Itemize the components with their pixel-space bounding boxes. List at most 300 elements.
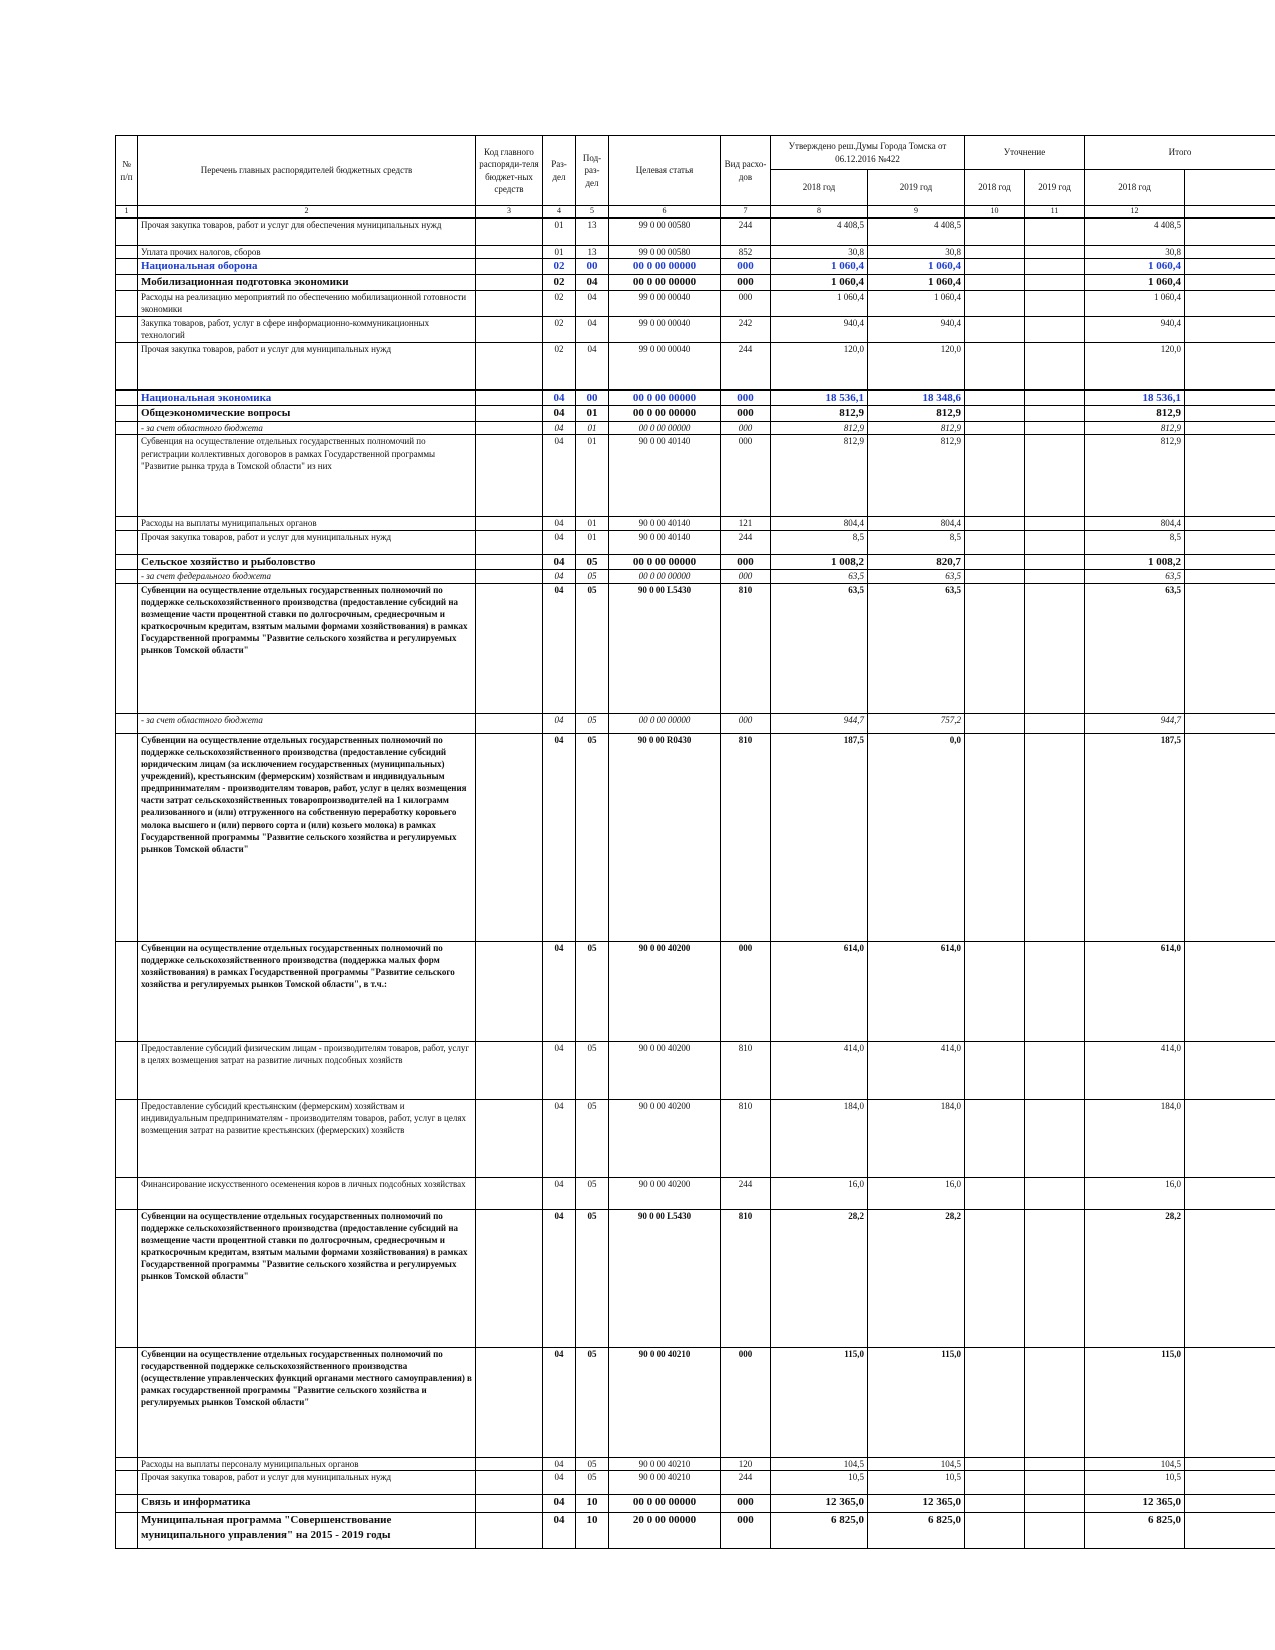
cell-total-2018: 1 060,4 [1085, 275, 1185, 291]
cell-clar-2019 [1025, 713, 1085, 733]
cell-clar-2019 [1025, 1177, 1085, 1209]
cell-total-2019 [1185, 713, 1275, 733]
cell-clar-2019 [1025, 218, 1085, 246]
cell-target: 90 0 00 40200 [609, 1177, 721, 1209]
cell-total-2019 [1185, 1209, 1275, 1347]
cell-clar-2018 [965, 291, 1025, 317]
header-podrazdel: Под-раз-дел [576, 136, 609, 206]
cell-code [476, 713, 543, 733]
cell-razdel: 02 [543, 259, 576, 275]
cell-code [476, 1177, 543, 1209]
cell-code [476, 317, 543, 343]
header-total: Итого [1085, 136, 1275, 170]
cell-name: Мобилизационная подготовка экономики [138, 275, 476, 291]
table-row [116, 530, 1275, 554]
cell-total-2018: 104,5 [1085, 1457, 1185, 1470]
cell-num [116, 517, 138, 530]
cell-name: Общеэкономические вопросы [138, 406, 476, 422]
cell-2018: 120,0 [771, 343, 868, 390]
cell-type: 852 [721, 246, 771, 259]
cell-code [476, 291, 543, 317]
cell-total-2019 [1185, 583, 1275, 713]
cell-name: Связь и информатика [138, 1494, 476, 1512]
cell-name: Прочая закупка товаров, работ и услуг для муниципальных нужд [138, 343, 476, 390]
cell-2019: 757,2 [868, 713, 965, 733]
cell-total-2018: 12 365,0 [1085, 1494, 1185, 1512]
cell-type: 000 [721, 435, 771, 517]
cell-type: 000 [721, 1512, 771, 1548]
cell-target: 00 0 00 00000 [609, 713, 721, 733]
cell-name: Субвенции на осуществление отдельных государственных полномочий по поддержке сельскохозяйственного производства (предоставление субсидий на возмещение части процентной ставки по долгосрочным, среднесрочным и краткосрочным кредитам, взятым малыми формами хозяйствования) в рамках Государственной программы "Развитие сельского хозяйства и регулируемых рынков Томской области" [138, 1209, 476, 1347]
cell-num [116, 941, 138, 1041]
table-row [116, 1457, 1275, 1470]
cell-type: 000 [721, 941, 771, 1041]
cell-num [116, 422, 138, 435]
cell-clar-2019 [1025, 1470, 1085, 1494]
cell-name: Субвенции на осуществление отдельных государственных полномочий по поддержке сельскохозяйственного производства (предоставление субсидий на возмещение части процентной ставки по долгосрочным, среднесрочным и краткосрочным кредитам, взятым малыми формами хозяйствования) в рамках Государственной программы "Развитие сельского хозяйства и регулируемых рынков Томской области" [138, 583, 476, 713]
cell-2018: 187,5 [771, 733, 868, 941]
cell-code [476, 570, 543, 583]
table-row [116, 291, 1275, 317]
cell-target: 90 0 00 L5430 [609, 1209, 721, 1347]
cell-target: 99 0 00 00580 [609, 246, 721, 259]
cell-code [476, 554, 543, 570]
cell-2019: 16,0 [868, 1177, 965, 1209]
column-numbers-row [116, 206, 1275, 218]
col-number: 6 [609, 206, 721, 218]
cell-num [116, 390, 138, 406]
cell-2018: 184,0 [771, 1099, 868, 1177]
table-row [116, 343, 1275, 390]
cell-razdel: 02 [543, 275, 576, 291]
cell-code [476, 1494, 543, 1512]
cell-podrazdel: 05 [576, 1099, 609, 1177]
cell-clar-2019 [1025, 733, 1085, 941]
table-row [116, 435, 1275, 517]
col-number: 4 [543, 206, 576, 218]
cell-target: 00 0 00 00000 [609, 422, 721, 435]
cell-podrazdel: 05 [576, 941, 609, 1041]
cell-2018: 812,9 [771, 422, 868, 435]
cell-total-2018: 1 008,2 [1085, 554, 1185, 570]
cell-podrazdel: 04 [576, 317, 609, 343]
cell-clar-2018 [965, 317, 1025, 343]
cell-code [476, 406, 543, 422]
table-row [116, 1470, 1275, 1494]
cell-2018: 812,9 [771, 406, 868, 422]
cell-num [116, 218, 138, 246]
cell-code [476, 246, 543, 259]
cell-num [116, 406, 138, 422]
cell-total-2019 [1185, 530, 1275, 554]
cell-2018: 63,5 [771, 570, 868, 583]
cell-code [476, 1512, 543, 1548]
cell-target: 00 0 00 00000 [609, 554, 721, 570]
cell-razdel: 04 [543, 733, 576, 941]
cell-num [116, 275, 138, 291]
cell-total-2018: 18 536,1 [1085, 390, 1185, 406]
cell-name: Уплата прочих налогов, сборов [138, 246, 476, 259]
cell-2019: 414,0 [868, 1041, 965, 1099]
cell-type: 810 [721, 583, 771, 713]
table-row [116, 570, 1275, 583]
header-approved-2018: 2018 год [771, 170, 868, 206]
cell-clar-2018 [965, 570, 1025, 583]
cell-razdel: 01 [543, 246, 576, 259]
cell-type: 810 [721, 1041, 771, 1099]
cell-2018: 8,5 [771, 530, 868, 554]
cell-type: 000 [721, 291, 771, 317]
col-number: 3 [476, 206, 543, 218]
cell-podrazdel: 05 [576, 583, 609, 713]
cell-clar-2018 [965, 1041, 1025, 1099]
table-row [116, 218, 1275, 246]
cell-total-2019 [1185, 259, 1275, 275]
cell-podrazdel: 05 [576, 1041, 609, 1099]
cell-podrazdel: 05 [576, 1209, 609, 1347]
cell-2018: 10,5 [771, 1470, 868, 1494]
cell-total-2019 [1185, 291, 1275, 317]
cell-podrazdel: 01 [576, 517, 609, 530]
cell-podrazdel: 05 [576, 1457, 609, 1470]
table-row [116, 1512, 1275, 1548]
cell-code [476, 733, 543, 941]
cell-razdel: 02 [543, 317, 576, 343]
cell-target: 90 0 00 L5430 [609, 583, 721, 713]
cell-name: Закупка товаров, работ, услуг в сфере информационно-коммуникационных технологий [138, 317, 476, 343]
cell-2019: 184,0 [868, 1099, 965, 1177]
cell-clar-2019 [1025, 435, 1085, 517]
cell-clar-2019 [1025, 941, 1085, 1041]
cell-code [476, 218, 543, 246]
cell-total-2018: 8,5 [1085, 530, 1185, 554]
cell-total-2018: 944,7 [1085, 713, 1185, 733]
table-row [116, 554, 1275, 570]
cell-clar-2019 [1025, 583, 1085, 713]
cell-type: 120 [721, 1457, 771, 1470]
cell-2019: 120,0 [868, 343, 965, 390]
cell-clar-2018 [965, 1512, 1025, 1548]
cell-num [116, 1041, 138, 1099]
cell-2018: 63,5 [771, 583, 868, 713]
cell-target: 00 0 00 00000 [609, 259, 721, 275]
cell-type: 242 [721, 317, 771, 343]
cell-num [116, 1457, 138, 1470]
cell-target: 00 0 00 00000 [609, 1494, 721, 1512]
cell-clar-2018 [965, 1494, 1025, 1512]
table-row [116, 1041, 1275, 1099]
cell-2018: 940,4 [771, 317, 868, 343]
cell-podrazdel: 05 [576, 570, 609, 583]
cell-podrazdel: 04 [576, 275, 609, 291]
cell-2019: 1 060,4 [868, 259, 965, 275]
cell-target: 00 0 00 00000 [609, 390, 721, 406]
cell-name: - за счет федерального бюджета [138, 570, 476, 583]
cell-type: 810 [721, 733, 771, 941]
cell-name: Национальная экономика [138, 390, 476, 406]
cell-target: 00 0 00 00000 [609, 570, 721, 583]
cell-total-2019 [1185, 733, 1275, 941]
cell-razdel: 04 [543, 1457, 576, 1470]
cell-code [476, 343, 543, 390]
cell-2019: 6 825,0 [868, 1512, 965, 1548]
cell-total-2018: 63,5 [1085, 583, 1185, 713]
cell-code [476, 422, 543, 435]
cell-type: 244 [721, 218, 771, 246]
cell-podrazdel: 05 [576, 1470, 609, 1494]
cell-total-2019 [1185, 570, 1275, 583]
cell-target: 90 0 00 R0430 [609, 733, 721, 941]
cell-type: 000 [721, 259, 771, 275]
cell-num [116, 435, 138, 517]
cell-num [116, 246, 138, 259]
cell-code [476, 390, 543, 406]
cell-2019: 104,5 [868, 1457, 965, 1470]
cell-target: 90 0 00 40200 [609, 1099, 721, 1177]
cell-total-2019 [1185, 343, 1275, 390]
budget-table [115, 135, 1275, 1549]
cell-2018: 1 008,2 [771, 554, 868, 570]
cell-num [116, 1470, 138, 1494]
cell-razdel: 04 [543, 1099, 576, 1177]
cell-target: 20 0 00 00000 [609, 1512, 721, 1548]
cell-total-2019 [1185, 1177, 1275, 1209]
cell-target: 99 0 00 00040 [609, 343, 721, 390]
table-row [116, 941, 1275, 1041]
cell-2019: 812,9 [868, 435, 965, 517]
cell-clar-2018 [965, 218, 1025, 246]
table-row [116, 422, 1275, 435]
cell-2018: 1 060,4 [771, 275, 868, 291]
budget-table-sheet [115, 135, 1275, 1549]
cell-num [116, 530, 138, 554]
cell-podrazdel: 04 [576, 343, 609, 390]
cell-name: Субвенции на осуществление отдельных государственных полномочий по поддержке сельскохозяйственного производства (поддержка малых форм хозяйствования) в рамках Государственной программы "Развитие сельского хозяйства и регулируемых рынков Томской области", в т.ч.: [138, 941, 476, 1041]
header-razdel: Раз-дел [543, 136, 576, 206]
cell-clar-2019 [1025, 530, 1085, 554]
cell-total-2018: 414,0 [1085, 1041, 1185, 1099]
cell-name: Субвенции на осуществление отдельных государственных полномочий по поддержке сельскохозяйственного производства (предоставление субсидий юридическим лицам (за исключением государственных (муниципальных) учреждений), крестьянским (фермерским) хозяйствам и индивидуальным предпринимателям - производителям товаров, работ, услуг в целях возмещения части затрат сельскохозяйственных товаропроизводителей на 1 килограмм реализованного и (или) отгруженного на собственную переработку коровьего молока высшего и (или) первого сорта и (или) козьего молока) в рамках Государственной программы "Развитие сельского хозяйства и регулируемых рынков Томской области" [138, 733, 476, 941]
header-target: Целевая статья [609, 136, 721, 206]
cell-2019: 1 060,4 [868, 275, 965, 291]
cell-clar-2019 [1025, 1512, 1085, 1548]
table-row [116, 390, 1275, 406]
cell-razdel: 04 [543, 1470, 576, 1494]
table-header [116, 136, 1275, 218]
cell-name: Предоставление субсидий физическим лицам - производителям товаров, работ, услуг в целях возмещения затрат на развитие личных подсобных хозяйств [138, 1041, 476, 1099]
header-total-2018: 2018 год [1085, 170, 1185, 206]
cell-razdel: 04 [543, 422, 576, 435]
cell-total-2019 [1185, 435, 1275, 517]
cell-2019: 12 365,0 [868, 1494, 965, 1512]
cell-podrazdel: 05 [576, 554, 609, 570]
cell-podrazdel: 05 [576, 733, 609, 941]
col-number: 11 [1025, 206, 1085, 218]
cell-type: 000 [721, 406, 771, 422]
cell-name: Расходы на выплаты муниципальных органов [138, 517, 476, 530]
cell-2018: 6 825,0 [771, 1512, 868, 1548]
cell-2018: 1 060,4 [771, 259, 868, 275]
cell-target: 99 0 00 00580 [609, 218, 721, 246]
cell-clar-2019 [1025, 1457, 1085, 1470]
cell-name: Прочая закупка товаров, работ и услуг для муниципальных нужд [138, 1470, 476, 1494]
cell-clar-2018 [965, 1347, 1025, 1457]
col-number: 9 [868, 206, 965, 218]
table-row [116, 1177, 1275, 1209]
cell-2019: 940,4 [868, 317, 965, 343]
cell-type: 244 [721, 1177, 771, 1209]
table-row [116, 246, 1275, 259]
cell-code [476, 1209, 543, 1347]
cell-total-2018: 804,4 [1085, 517, 1185, 530]
cell-razdel: 04 [543, 570, 576, 583]
cell-2019: 0,0 [868, 733, 965, 941]
cell-target: 90 0 00 40140 [609, 517, 721, 530]
table-row [116, 275, 1275, 291]
cell-clar-2019 [1025, 246, 1085, 259]
cell-podrazdel: 01 [576, 435, 609, 517]
cell-target: 90 0 00 40140 [609, 530, 721, 554]
table-row [116, 406, 1275, 422]
cell-2019: 63,5 [868, 583, 965, 713]
cell-2018: 614,0 [771, 941, 868, 1041]
cell-2018: 115,0 [771, 1347, 868, 1457]
header-approved: Утверждено реш.Думы Города Томска от 06.12.2016 №422 [771, 136, 965, 170]
cell-clar-2018 [965, 941, 1025, 1041]
cell-2018: 28,2 [771, 1209, 868, 1347]
cell-total-2018: 187,5 [1085, 733, 1185, 941]
cell-clar-2019 [1025, 390, 1085, 406]
cell-2019: 30,8 [868, 246, 965, 259]
cell-clar-2019 [1025, 259, 1085, 275]
cell-num [116, 291, 138, 317]
cell-2019: 4 408,5 [868, 218, 965, 246]
cell-2019: 115,0 [868, 1347, 965, 1457]
cell-razdel: 02 [543, 291, 576, 317]
cell-2018: 12 365,0 [771, 1494, 868, 1512]
cell-2018: 944,7 [771, 713, 868, 733]
cell-2018: 804,4 [771, 517, 868, 530]
col-number: 2 [138, 206, 476, 218]
cell-total-2019 [1185, 1512, 1275, 1548]
cell-type: 000 [721, 713, 771, 733]
cell-2019: 804,4 [868, 517, 965, 530]
cell-total-2019 [1185, 554, 1275, 570]
cell-2018: 4 408,5 [771, 218, 868, 246]
cell-total-2018: 1 060,4 [1085, 259, 1185, 275]
cell-code [476, 517, 543, 530]
cell-name: Предоставление субсидий крестьянским (фермерским) хозяйствам и индивидуальным предпринимателям - производителям товаров, работ, услуг в целях возмещения затрат на развитие крестьянских (фермерских) хозяйств [138, 1099, 476, 1177]
cell-total-2019 [1185, 517, 1275, 530]
cell-2019: 1 060,4 [868, 291, 965, 317]
col-number [1185, 206, 1275, 218]
header-num: № п/п [116, 136, 138, 206]
cell-type: 000 [721, 554, 771, 570]
cell-clar-2018 [965, 554, 1025, 570]
cell-target: 90 0 00 40200 [609, 941, 721, 1041]
cell-num [116, 343, 138, 390]
cell-clar-2018 [965, 275, 1025, 291]
cell-code [476, 941, 543, 1041]
cell-name: Расходы на выплаты персоналу муниципальных органов [138, 1457, 476, 1470]
cell-clar-2019 [1025, 570, 1085, 583]
cell-2018: 104,5 [771, 1457, 868, 1470]
cell-num [116, 259, 138, 275]
cell-num [116, 1099, 138, 1177]
cell-target: 99 0 00 00040 [609, 291, 721, 317]
col-number: 5 [576, 206, 609, 218]
cell-razdel: 04 [543, 1512, 576, 1548]
cell-clar-2019 [1025, 422, 1085, 435]
cell-code [476, 1457, 543, 1470]
header-clarification: Уточнение [965, 136, 1085, 170]
cell-clar-2018 [965, 422, 1025, 435]
cell-clar-2018 [965, 713, 1025, 733]
cell-clar-2019 [1025, 291, 1085, 317]
cell-clar-2018 [965, 390, 1025, 406]
cell-clar-2018 [965, 530, 1025, 554]
cell-target: 90 0 00 40210 [609, 1457, 721, 1470]
cell-code [476, 1099, 543, 1177]
cell-type: 000 [721, 570, 771, 583]
cell-clar-2019 [1025, 275, 1085, 291]
cell-num [116, 1512, 138, 1548]
cell-code [476, 530, 543, 554]
cell-target: 99 0 00 00040 [609, 317, 721, 343]
cell-num [116, 1177, 138, 1209]
cell-clar-2019 [1025, 1494, 1085, 1512]
cell-name: Прочая закупка товаров, работ и услуг для обеспечения муниципальных нужд [138, 218, 476, 246]
cell-total-2019 [1185, 1470, 1275, 1494]
header-clar-2019: 2019 год [1025, 170, 1085, 206]
cell-total-2018: 184,0 [1085, 1099, 1185, 1177]
cell-clar-2019 [1025, 1041, 1085, 1099]
cell-target: 00 0 00 00000 [609, 406, 721, 422]
cell-2018: 812,9 [771, 435, 868, 517]
cell-type: 244 [721, 343, 771, 390]
cell-razdel: 04 [543, 530, 576, 554]
cell-total-2019 [1185, 406, 1275, 422]
cell-clar-2018 [965, 1470, 1025, 1494]
table-row [116, 1347, 1275, 1457]
table-row [116, 1209, 1275, 1347]
cell-total-2019 [1185, 275, 1275, 291]
cell-type: 244 [721, 1470, 771, 1494]
cell-name: Субвенции на осуществление отдельных государственных полномочий по государственной поддержке сельскохозяйственного производства (осуществление управленческих функций органами местного самоуправления) в рамках государственной программы "Развитие сельского хозяйства и регулируемых рынков Томской области" [138, 1347, 476, 1457]
cell-podrazdel: 05 [576, 1177, 609, 1209]
cell-num [116, 583, 138, 713]
cell-clar-2018 [965, 406, 1025, 422]
cell-clar-2018 [965, 583, 1025, 713]
header-total-2019 [1185, 170, 1275, 206]
cell-2019: 812,9 [868, 406, 965, 422]
table-row [116, 713, 1275, 733]
cell-clar-2019 [1025, 554, 1085, 570]
cell-code [476, 1470, 543, 1494]
cell-name: - за счет областного бюджета [138, 713, 476, 733]
cell-code [476, 583, 543, 713]
col-number: 12 [1085, 206, 1185, 218]
cell-num [116, 570, 138, 583]
cell-total-2018: 30,8 [1085, 246, 1185, 259]
cell-2018: 16,0 [771, 1177, 868, 1209]
cell-total-2018: 10,5 [1085, 1470, 1185, 1494]
header-code: Код главного распоряди-теля бюджет-ных средств [476, 136, 543, 206]
table-row [116, 1494, 1275, 1512]
cell-total-2019 [1185, 1347, 1275, 1457]
cell-total-2018: 63,5 [1085, 570, 1185, 583]
cell-name: Национальная оборона [138, 259, 476, 275]
